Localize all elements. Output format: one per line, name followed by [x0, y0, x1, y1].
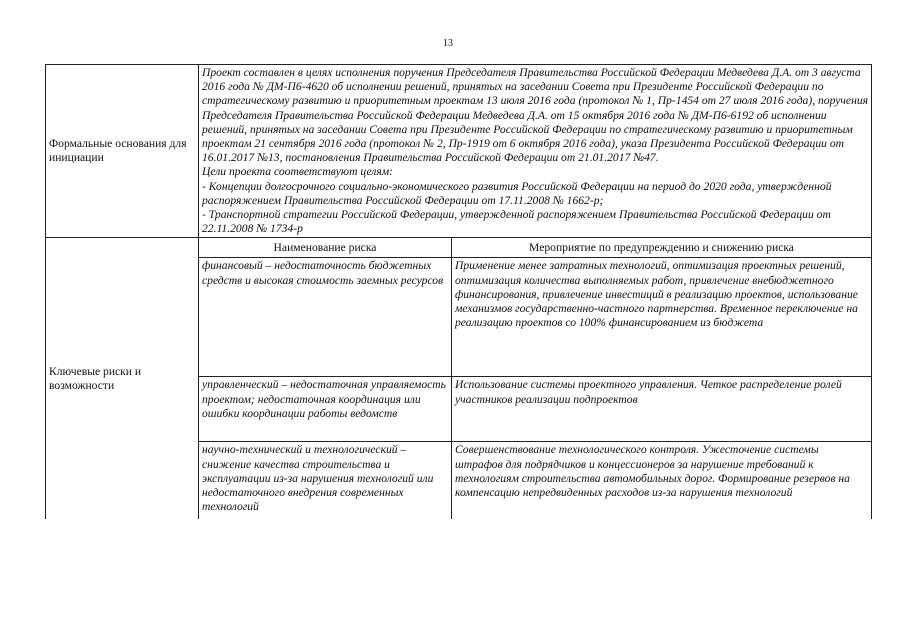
- risk-measure: Использование системы проектного управления. Четкое распределение ролей участников реализации подпроектов: [452, 377, 872, 442]
- table-row: [199, 377, 871, 442]
- risk-measure: Совершенствование технологического контроля. Ужесточение системы штрафов для подрядчиков и концессионеров за нарушение требований к технологиям строительства автомобильных дорог. Формирование резервов на компенсацию непредвиденных расходов из-за нарушения технологий: [452, 442, 872, 520]
- risk-table: [199, 238, 871, 519]
- formal-basis-content: [199, 65, 872, 238]
- risk-measure-header: Мероприятие по предупреждению и снижению риска: [452, 238, 872, 258]
- formal-basis-paragraph: Проект составлен в целях исполнения поручения Председателя Правительства Российской Федерации Медведева Д.А. от 3 августа 2016 года № ДМ-П6-4620 об исполнении решений, принятых на заседании Совета при Президенте Российской Федерации по стратегическому развитию и приоритетным проектам 13 июля 2016 года (протокол № 1, Пр-1454 от 27 июля 2016 года), поручения Председателя Правительства Российской Федерации Медведева Д.А. от 15 октября 2016 года № ДМ-П6-6192 об исполнении решений, принятых на заседании Совета при Президенте Российской Федерации по стратегическому развитию и приоритетным проектам 21 сентября 2016 года (протокол № 2, Пр-1919 от 6 октября 2016 года), указа Президента Российской Федерации от 16.01.2017 №13, постановления Правительства Российской Федерации от 21.01.2017 №47.: [202, 66, 869, 165]
- risks-label: Ключевые риски и возможности: [46, 238, 199, 520]
- risk-name: финансовый – недостаточность бюджетных средств и высокая стоимость заемных ресурсов: [199, 258, 452, 377]
- page-number: 13: [443, 38, 453, 49]
- formal-basis-paragraph: - Концепции долгосрочного социально-экономического развития Российской Федерации на период до 2020 года, утвержденной распоряжением Правительства Российской Федерации от 17.11.2008 № 1662-р;: [202, 179, 832, 207]
- risk-name-header: Наименование риска: [199, 238, 452, 258]
- risks-row: [46, 238, 872, 520]
- formal-basis-paragraph: Цели проекта соответствуют целям:: [202, 165, 394, 179]
- formal-basis-label: Формальные основания для инициации: [46, 65, 199, 238]
- project-passport-table: [45, 64, 872, 519]
- table-row: [199, 442, 871, 520]
- risk-table-header: [199, 238, 871, 258]
- risk-name: управленческий – недостаточная управляемость проектом; недостаточная координация или ошибки координации работы ведомств: [199, 377, 452, 442]
- formal-basis-paragraph: - Транспортной стратегии Российской Федерации, утвержденной распоряжением Правительства Российской Федерации от 22.11.2008 № 1734-р: [202, 208, 831, 236]
- risks-cell: [199, 238, 872, 520]
- risk-name: научно-технический и технологический – снижение качества строительства и эксплуатации из-за нарушения технологий или недостаточного внедрения современных технологий: [199, 442, 452, 520]
- formal-basis-row: [46, 65, 872, 238]
- risk-measure: Применение менее затратных технологий, оптимизация проектных решений, оптимизация количества выполняемых работ, привлечение внебюджетного финансирования, привлечение инвестиций в реализацию проектов, использование механизмов государственно-частного партнерства. Временное переключение на реализацию проектов со 100% финансированием из бюджета: [452, 258, 872, 377]
- table-row: [199, 258, 871, 377]
